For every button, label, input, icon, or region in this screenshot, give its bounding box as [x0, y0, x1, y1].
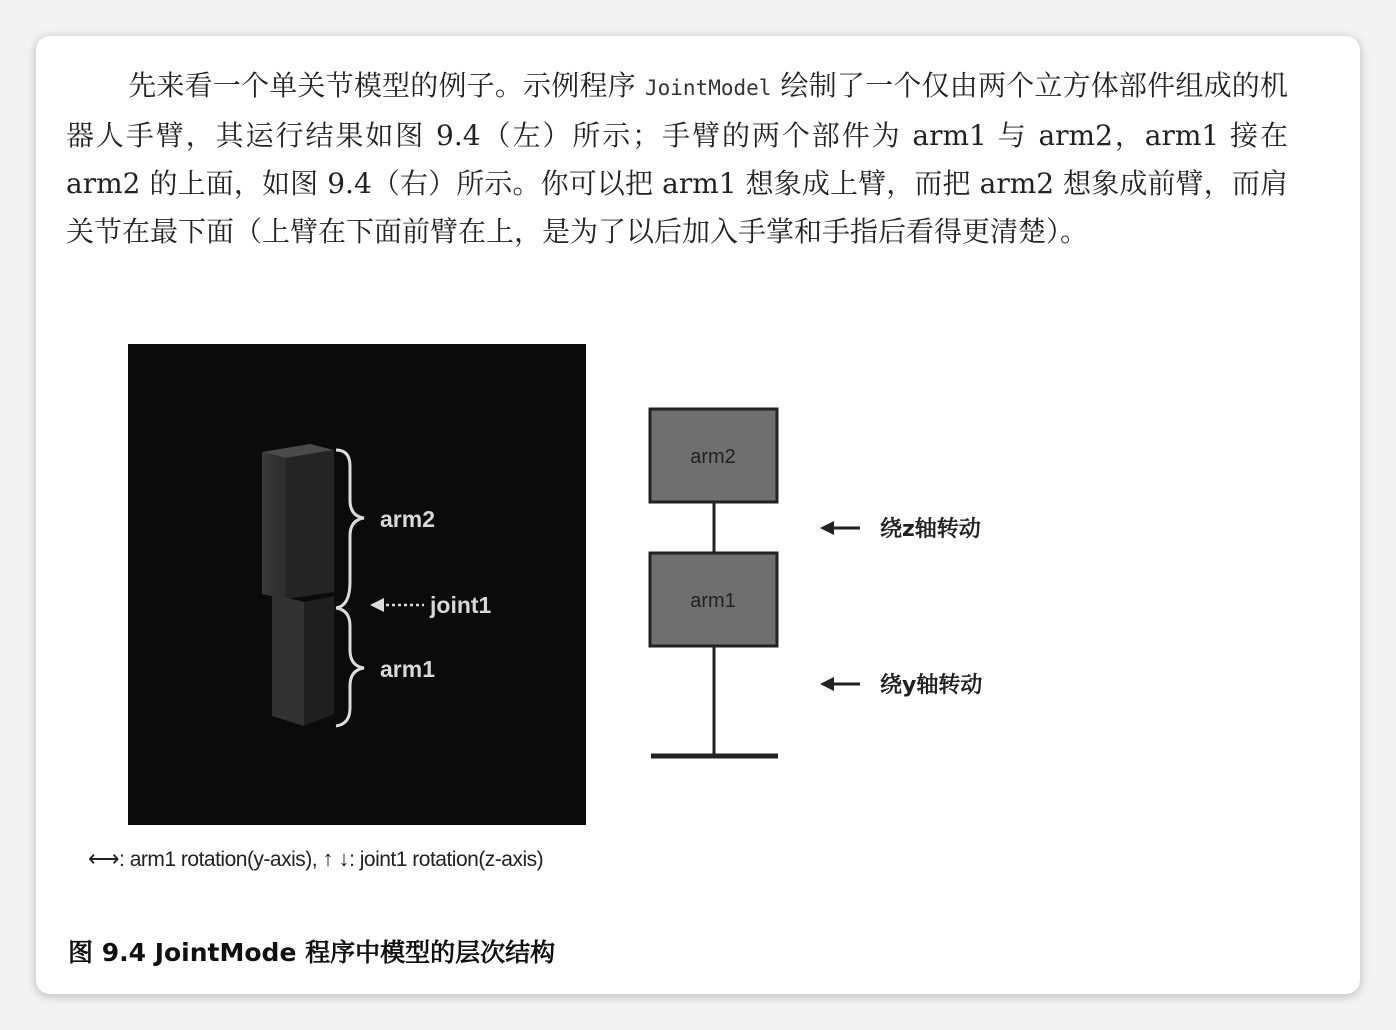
figure-legend: [88, 846, 543, 872]
hierarchy-diagram: [636, 401, 996, 801]
arm2-brace: [336, 450, 364, 608]
paragraph-part1: 先来看一个单关节模型的例子。示例程序: [128, 69, 645, 102]
rot-z-label: 绕z轴转动: [880, 517, 981, 542]
arm2-label: arm2: [380, 506, 435, 532]
arm1-box-label: arm1: [690, 590, 736, 612]
code-identifier: JointModel: [644, 76, 772, 100]
body-paragraph: [66, 62, 1288, 256]
arm2-box-label: arm2: [690, 446, 736, 468]
legend-text-2: : joint1 rotation(z-axis): [349, 848, 544, 871]
up-down-arrows-icon: ↑ ↓: [322, 846, 350, 871]
joint1-label: joint1: [430, 592, 492, 618]
arm1-brace: [336, 608, 364, 726]
arm2-block: [262, 444, 334, 599]
rot-z-arrowhead: [820, 521, 834, 535]
rot-y-label: 绕y轴转动: [880, 673, 983, 698]
book-page: [36, 36, 1360, 994]
left-right-arrow-icon: ⟷: [88, 846, 120, 871]
figure-caption: 图 9.4 JointMode 程序中模型的层次结构: [68, 938, 556, 967]
arm1-label: arm1: [380, 656, 435, 682]
arm1-block: [272, 594, 334, 726]
joint1-arrowhead: [370, 598, 384, 612]
rot-y-arrowhead: [820, 677, 834, 691]
robot-arm-render: [128, 344, 586, 825]
paragraph-part2: 绘制了一个仅由两个立方体部件组成的机器人手臂，其运行结果如图 9.4（左）所示；手臂的两个部件为 arm1 与 arm2，arm1 接在 arm2 的上面，如图 9.4（右）所示。你可以把 arm1 想象成上臂，而把 arm2 想象成前臂，而肩关节在最下面（上臂在下面前臂在上，是为了以后加入手掌和手指后看得更清楚）。: [66, 69, 1288, 248]
legend-text-1: : arm1 rotation(y-axis),: [119, 848, 323, 871]
